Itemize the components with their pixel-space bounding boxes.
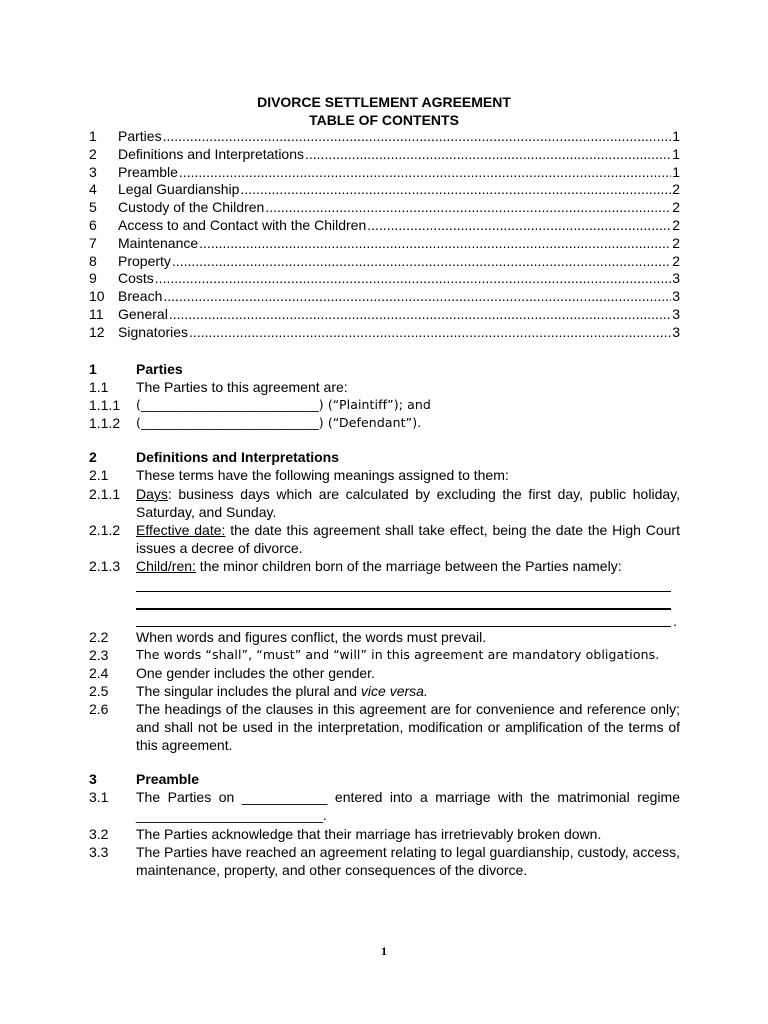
clause-text: The words “shall”, “must” and “will” in this agreement are mandatory obligations. — [136, 647, 660, 662]
clause-3-3 — [89, 843, 680, 879]
clause-text — [136, 521, 680, 557]
clause-text: (____________________________) (“Plaintiff”); and — [136, 397, 431, 412]
section-number: 1 — [89, 361, 97, 377]
clause-3-2 — [89, 825, 680, 843]
toc-page: 3 — [672, 305, 680, 322]
section-title: Preamble — [136, 771, 200, 787]
clause-number: 1.1.1 — [89, 397, 121, 413]
toc-entry[interactable] — [89, 199, 680, 217]
toc-number: 10 — [89, 288, 105, 305]
toc-page: 3 — [672, 288, 680, 305]
toc-page: 1 — [672, 145, 680, 162]
latin-phrase: vice versa. — [360, 683, 428, 699]
section-title: Definitions and Interpretations — [136, 449, 340, 465]
clause-number: 2.1 — [89, 467, 109, 483]
toc-number: 5 — [89, 199, 97, 216]
toc-label: Custody of the Children — [118, 199, 265, 216]
toc-leader — [189, 324, 671, 342]
defined-term: Days — [136, 486, 168, 502]
clause-text: The Parties acknowledge that their marriage has irretrievably broken down. — [136, 826, 602, 842]
toc-label: Breach — [118, 288, 163, 305]
children-blank-line — [136, 591, 671, 592]
toc-label: Signatories — [118, 323, 189, 340]
toc-leader — [265, 199, 671, 217]
toc-entry[interactable] — [89, 306, 680, 324]
toc-leader — [163, 288, 671, 306]
toc-label: Access to and Contact with the Children — [118, 216, 367, 233]
clause-number: 3.2 — [89, 826, 109, 842]
toc-label: Definitions and Interpretations — [118, 145, 304, 162]
toc-leader — [172, 253, 671, 271]
section-heading-definitions — [89, 448, 680, 466]
toc-entry[interactable] — [89, 324, 680, 342]
clause-2-5 — [89, 682, 680, 700]
toc-label: Maintenance — [118, 234, 199, 251]
toc-leader — [199, 235, 671, 253]
clause-3-1 — [89, 788, 680, 824]
clause-text — [136, 557, 680, 575]
toc-page: 2 — [672, 216, 680, 233]
section-number: 2 — [89, 449, 97, 465]
toc-leader — [367, 217, 671, 235]
clause-2-1-1 — [89, 485, 680, 521]
toc-number: 2 — [89, 145, 97, 162]
toc-number: 12 — [89, 323, 105, 340]
clause-2-3 — [89, 646, 680, 664]
toc-entry[interactable] — [89, 164, 680, 182]
clause-number: 2.1.3 — [89, 558, 121, 574]
toc-page: 2 — [672, 199, 680, 216]
toc-number: 1 — [89, 128, 97, 144]
clause-2-1-2 — [89, 521, 680, 557]
clause-number: 2.6 — [89, 701, 109, 717]
toc-number: 11 — [89, 305, 104, 322]
toc-title: TABLE OF CONTENTS — [309, 112, 459, 128]
toc-entry[interactable] — [89, 270, 680, 288]
toc-entry[interactable] — [89, 217, 680, 235]
clause-2-1 — [89, 466, 680, 484]
document-title: DIVORCE SETTLEMENT AGREEMENT — [257, 94, 511, 110]
clause-number: 2.5 — [89, 683, 109, 699]
toc-label: Costs — [118, 270, 154, 287]
children-blank-line — [136, 626, 671, 627]
clause-number: 1.1.2 — [89, 415, 121, 431]
toc-leader — [240, 181, 671, 199]
toc-page: 2 — [672, 252, 680, 269]
clause-text — [136, 485, 680, 521]
clause-number: 1.1 — [89, 379, 109, 395]
toc-leader — [155, 270, 671, 288]
defined-term: Effective date: — [136, 522, 226, 538]
clause-1-1-1 — [89, 396, 680, 414]
section-number: 3 — [89, 771, 97, 787]
toc-entry[interactable] — [89, 146, 680, 164]
toc-label: Legal Guardianship — [118, 181, 240, 198]
toc-entry[interactable] — [89, 253, 680, 271]
toc-entry[interactable] — [89, 181, 680, 199]
section-title: Parties — [136, 361, 183, 377]
toc-label: General — [118, 305, 168, 322]
toc-number: 9 — [89, 270, 97, 287]
definition-text: : business days which are calculated by excluding the first day, public holiday, Saturday, and Sunday. — [136, 486, 680, 520]
defined-term: Child/ren: — [136, 558, 196, 574]
clause-number: 2.1.1 — [89, 486, 121, 502]
clause-2-4 — [89, 664, 680, 682]
toc-page: 2 — [672, 234, 680, 251]
toc-entry[interactable] — [89, 288, 680, 306]
toc-leader — [179, 164, 671, 182]
toc-page: 2 — [672, 181, 680, 198]
toc-entry[interactable] — [89, 128, 680, 146]
toc-number: 8 — [89, 252, 97, 269]
toc-leader — [305, 146, 671, 164]
toc-page: 3 — [672, 323, 680, 340]
definition-text: the minor children born of the marriage between the Parties namely: — [195, 558, 622, 574]
section-heading-preamble — [89, 770, 680, 788]
clause-2-6 — [89, 700, 680, 754]
page-number: 1 — [381, 944, 387, 958]
clause-text: When words and figures conflict, the words must prevail. — [136, 629, 487, 645]
clause-number: 2.3 — [89, 647, 109, 663]
toc-number: 3 — [89, 163, 97, 180]
toc-label: Property — [118, 252, 171, 269]
clause-number: 3.3 — [89, 844, 109, 860]
toc-number: 6 — [89, 216, 97, 233]
toc-leader — [169, 306, 671, 324]
clause-text: (____________________________) (“Defendant”). — [136, 415, 422, 430]
toc-number: 7 — [89, 234, 97, 251]
section-heading-parties — [89, 360, 680, 378]
toc-page: 3 — [672, 270, 680, 287]
toc-label: Parties — [118, 128, 162, 144]
clause-text-main: The singular includes the plural and — [136, 683, 361, 699]
clause-number: 2.2 — [89, 629, 109, 645]
definition-text: the date this agreement shall take effect, being the date the High Court issues a decree of divorce. — [136, 522, 680, 556]
toc-page: 1 — [672, 128, 680, 144]
clause-number: 2.1.2 — [89, 522, 121, 538]
clause-text: The Parties to this agreement are: — [136, 379, 348, 395]
toc-page: 1 — [672, 163, 680, 180]
clause-1-1 — [89, 378, 680, 396]
table-of-contents — [89, 128, 680, 342]
clause-text: The headings of the clauses in this agreement are for convenience and reference only; and shall not be used in the interpretation, modification or amplification of the terms of this agreement. — [136, 701, 680, 753]
clause-text: One gender includes the other gender. — [136, 665, 375, 681]
toc-entry[interactable] — [89, 235, 680, 253]
toc-number: 4 — [89, 181, 97, 198]
children-blank-line — [136, 608, 671, 610]
clause-2-1-3 — [89, 557, 680, 575]
clause-2-2 — [89, 628, 680, 646]
clause-number: 2.4 — [89, 665, 109, 681]
clause-text: These terms have the following meanings assigned to them: — [136, 467, 509, 483]
clause-text — [136, 682, 680, 700]
clause-text: The Parties have reached an agreement relating to legal guardianship, custody, access, maintenance, property, and other consequences of the divorce. — [136, 844, 680, 878]
clause-number: 3.1 — [89, 789, 109, 805]
blank-line-period: . — [673, 613, 677, 629]
clause-text: The Parties on ___________ entered into a marriage with the matrimonial regime ________________________. — [136, 789, 680, 823]
clause-1-1-2 — [89, 414, 680, 432]
toc-leader — [163, 128, 672, 146]
toc-label: Preamble — [118, 163, 178, 180]
